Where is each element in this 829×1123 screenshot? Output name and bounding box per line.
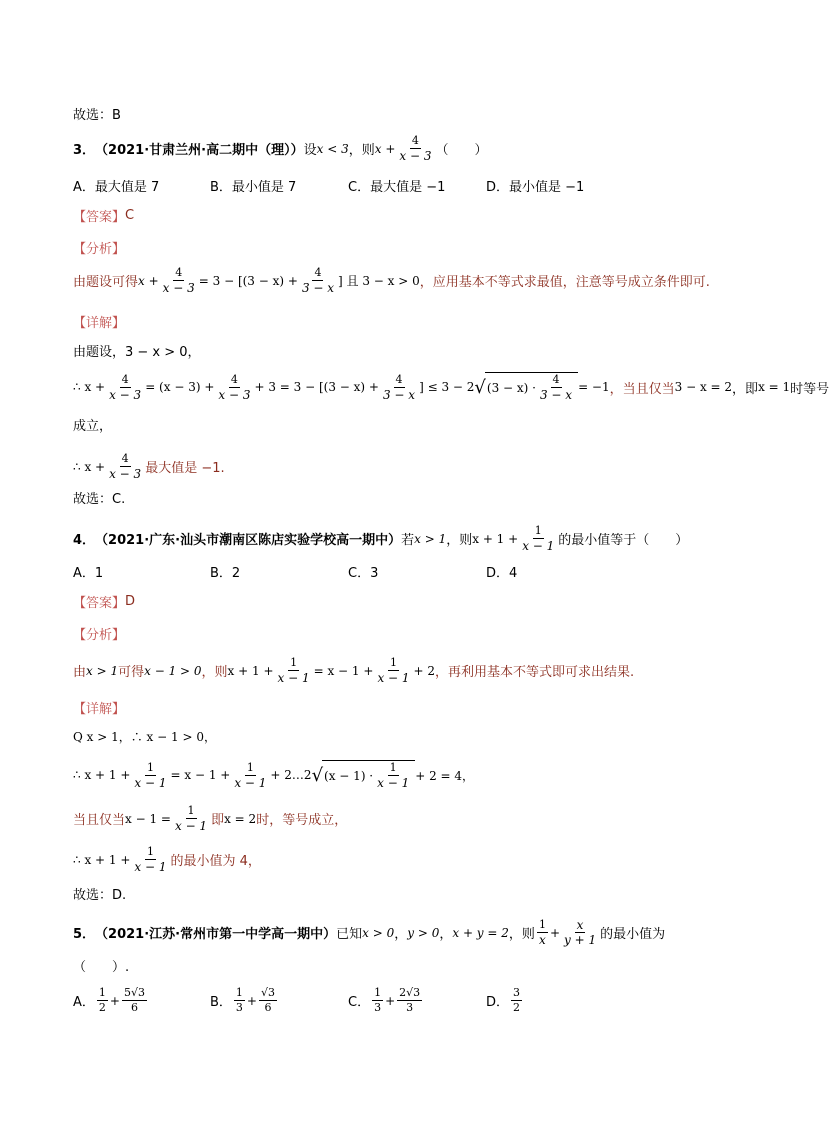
q5-option-c[interactable]: C． 1 3 + $\frac{2√3}{3}$ [348, 986, 421, 1014]
fraction: 1 2 [98, 986, 106, 1014]
fraction: $\frac{4}{x - 3}$ [399, 134, 432, 163]
fraction: $\frac{4}{3 - x}$ [301, 266, 335, 295]
conclusion-text: 故选：B [73, 108, 121, 123]
q4-detail-line4: ∴ x + 1 + $\frac{1}{x - 1}$ 的最小值为 4， [73, 845, 261, 874]
q5-blank: （ ）. [73, 960, 130, 975]
q4-detail-line1: Q x > 1，∴ x − 1 > 0， [73, 730, 216, 744]
sqrt-icon: √ [311, 764, 324, 786]
answer-blank: （ ） [435, 143, 488, 158]
fraction: $\frac{4}{3 - x}$ [382, 372, 416, 402]
q3-detail-line1: 由题设，3 − x > 0， [73, 345, 201, 360]
fraction: $\frac{2√3}{3}$ [399, 986, 421, 1014]
q3-analysis-label: 【分析】 [73, 242, 126, 257]
q3-detail-line3: 成立， [73, 419, 113, 434]
q5-option-b[interactable]: B． 1 3 + $\frac{√3}{6}$ [210, 986, 275, 1014]
fraction: 1 3 [374, 986, 382, 1014]
q4-analysis: 由 x > 1 可得 x − 1 > 0 ，则 x + 1 + $\frac{1}{x - 1}$ = x − 1 + $\frac{1}{x - 1}$ + 2 ，再利用基本不等式即可求出结果. [73, 656, 635, 685]
fraction: $\frac{5√3}{6}$ [123, 986, 145, 1014]
q4-option-b[interactable]: B．2 [210, 566, 241, 581]
q2-conclusion [73, 104, 121, 123]
fraction: $\frac{√3}{6}$ [260, 986, 275, 1014]
question-source: （2021·甘肃兰州·高二期中（理）） [95, 143, 304, 158]
q4-detail-label: 【详解】 [73, 702, 126, 717]
q4-answer: 【答案】 D [73, 594, 136, 611]
q3-option-b[interactable]: B．最小值是 7 [210, 180, 297, 195]
answer-value: C [125, 208, 135, 223]
fraction: $\frac{4}{x - 3}$ [162, 266, 195, 295]
question-number: 4． [73, 533, 96, 548]
q5-option-a[interactable]: A． 1 2 + $\frac{5√3}{6}$ [73, 986, 145, 1014]
fraction: $\frac{1}{x - 1}$ [174, 804, 208, 833]
fraction: $\frac{1}{x - 1}$ [134, 845, 167, 874]
answer-label: 【答案】 [73, 210, 126, 225]
q3-detail-line4: ∴ x + $\frac{4}{x - 3}$ 最大值是 −1. [73, 452, 225, 481]
stem-text: ，则 [348, 143, 375, 158]
q4-detail-line3: 当且仅当 x − 1 = $\frac{1}{x - 1}$ 即 x = 2 时，等号成立， [73, 804, 348, 833]
fraction: $\frac{4}{x - 3}$ [109, 452, 142, 481]
question-number: 5． [73, 927, 96, 942]
q3-option-a[interactable]: A．最大值是 7 [73, 180, 160, 195]
q4-option-a[interactable]: A．1 [73, 566, 104, 581]
question-number: 3． [73, 143, 96, 158]
fraction: $\frac{1}{x - 1}$ [522, 524, 555, 553]
fraction: $\frac{1}{x - 1}$ [134, 760, 167, 790]
fraction: 3 2 [513, 986, 521, 1014]
question-source: （2021·广东·汕头市潮南区陈店实验学校高一期中） [95, 533, 402, 548]
q4-stem: 4． （2021·广东·汕头市潮南区陈店实验学校高一期中） 若 x > 1 ，则 x + 1 + $\frac{1}{x - 1}$ 的最小值等于（ ） [73, 524, 689, 553]
fraction: 1 x − 1 [377, 761, 410, 790]
fraction: 1 x [538, 918, 546, 947]
q4-conclusion: 故选：D. [73, 888, 127, 903]
fraction: $\frac{4}{x - 3}$ [218, 372, 251, 402]
fraction: $\frac{1}{x - 1}$ [277, 656, 310, 685]
q4-option-c[interactable]: C．3 [348, 566, 379, 581]
question-source: （2021·江苏·常州市第一中学高一期中） [95, 927, 337, 942]
sqrt-body: (3 − x) · 4 3 − x [485, 372, 578, 402]
fraction: $\frac{x}{y + 1}$ [564, 918, 597, 947]
expression: x + [374, 141, 396, 156]
q5-option-d[interactable]: D． 3 2 [486, 986, 521, 1014]
q4-option-d[interactable]: D．4 [486, 566, 518, 581]
q3-option-d[interactable]: D．最小值是 −1 [486, 180, 585, 195]
q3-conclusion: 故选：C. [73, 492, 126, 507]
fraction: $\frac{4}{x - 3}$ [109, 372, 142, 402]
condition: x < 3 [316, 141, 349, 156]
q3-stem [73, 134, 487, 163]
sqrt-body: (x − 1) · 1 x − 1 [322, 760, 415, 790]
fraction: $\frac{1}{x - 1}$ [234, 760, 267, 790]
q3-option-c[interactable]: C．最大值是 −1 [348, 180, 446, 195]
q3-detail-label: 【详解】 [73, 316, 126, 331]
sqrt-icon: √ [474, 376, 486, 398]
q3-answer [73, 206, 134, 225]
q4-detail-line2: ∴ x + 1 + $\frac{1}{x - 1}$ = x − 1 + $\frac{1}{x - 1}$ + 2…2 √ (x − 1) · 1 x − 1 + 2 = 4， [73, 760, 475, 790]
fraction: 1 3 [235, 986, 243, 1014]
q4-analysis-label: 【分析】 [73, 628, 126, 643]
q3-detail-line2: ∴ x + $\frac{4}{x - 3}$ = (x − 3) + $\frac{4}{x - 3}$ + 3 = 3 − [(3 − x) + $\frac{4}{3 - x}$ ] ≤ 3 − 2 √ (3 − x) · 4 3 − x = −1 ，当且仅当 3 − x = 2 ，即 x = 1 时等号 [73, 372, 829, 402]
q5-stem: 5． （2021·江苏·常州市第一中学高一期中） 已知 x > 0 ， y > 0 ， x + y = 2 ，则 1 x + $\frac{x}{y + 1}$ 的最小值为 [73, 918, 666, 947]
q3-analysis: 由题设可得 x + $\frac{4}{x - 3}$ = 3 − [(3 − x) + $\frac{4}{3 - x}$ ] 且 3 − x > 0 ，应用基本不等式求最值，注意等号成立条件即可. [73, 266, 710, 295]
stem-text: 设 [303, 143, 317, 158]
fraction: 4 3 − x [539, 373, 573, 402]
fraction: $\frac{1}{x - 1}$ [377, 656, 410, 685]
